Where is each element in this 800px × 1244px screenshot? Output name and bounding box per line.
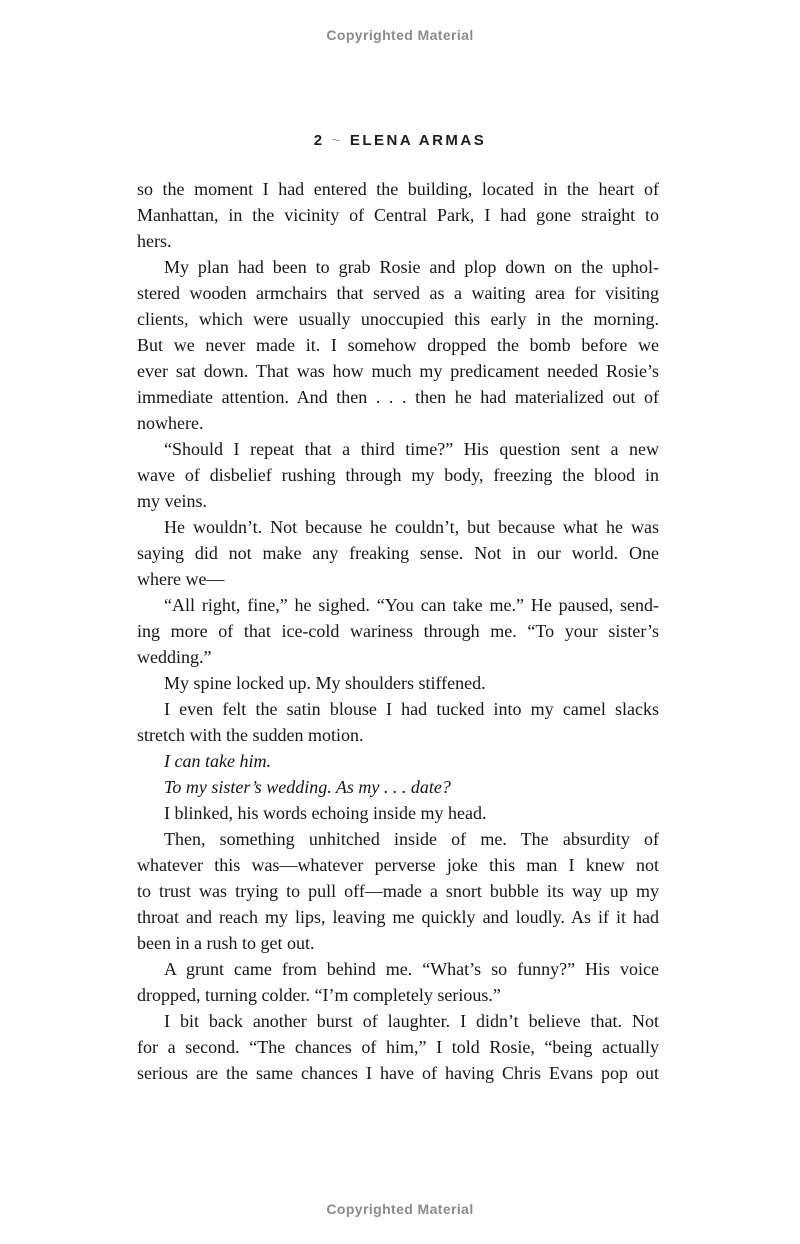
text-line: ever sat down. That was how much my predicament needed Rosie’s [137,361,659,381]
text-line: Manhattan, in the vicinity of Central Park, I had gone straight to [137,205,659,225]
text-line: wave of disbelief rushing through my body, freezing the blood in [137,465,659,485]
text-line: stretch with the sudden motion. [137,725,364,745]
text-line: He wouldn’t. Not because he couldn’t, but because what he was [164,517,659,537]
text-line: whatever this was—whatever perverse joke this man I knew not [137,855,659,875]
running-header [0,132,800,149]
text-line: stered wooden armchairs that served as a waiting area for visiting [137,283,659,303]
text-line: throat and reach my lips, leaving me quickly and loudly. As if it had [137,907,659,927]
text-line: immediate attention. And then . . . then he had materialized out of [137,387,659,407]
text-line: wedding.” [137,647,212,667]
text-line: But we never made it. I somehow dropped the bomb before we [137,335,659,355]
text-line: saying did not make any freaking sense. Not in our world. One [137,543,659,563]
text-line: serious are the same chances I have of having Chris Evans pop out [137,1063,659,1083]
text-line: clients, which were usually unoccupied this early in the morning. [137,309,659,329]
text-line: been in a rush to get out. [137,933,315,953]
text-line: for a second. “The chances of him,” I told Rosie, “being actually [137,1037,659,1057]
text-line: where we— [137,569,225,589]
text-line: I can take him. [164,751,271,771]
body-text [137,176,659,1086]
text-line: I blinked, his words echoing inside my head. [164,803,487,823]
text-line: I even felt the satin blouse I had tucked into my camel slacks [164,699,659,719]
text-line: My spine locked up. My shoulders stiffened. [164,673,486,693]
text-line: “Should I repeat that a third time?” His question sent a new [164,439,659,459]
text-line: nowhere. [137,413,204,433]
text-line: hers. [137,231,172,251]
text-line: to trust was trying to pull off—made a snort bubble its way up my [137,881,659,901]
text-line: my veins. [137,491,207,511]
copyright-notice-top: Copyrighted Material [326,27,474,43]
text-line: Then, something unhitched inside of me. The absurdity of [164,829,659,849]
text-line: “All right, fine,” he sighed. “You can take me.” He paused, send- [164,595,659,615]
author-name: ELENA ARMAS [349,132,487,149]
text-line: ing more of that ice-cold wariness through me. “To your sister’s [137,621,659,641]
text-line: To my sister’s wedding. As my . . . date? [164,777,451,797]
header-separator: ~ [331,132,343,149]
text-line: so the moment I had entered the building, located in the heart of [137,179,659,199]
text-line: I bit back another burst of laughter. I didn’t believe that. Not [164,1011,659,1031]
copyright-notice-bottom: Copyrighted Material [326,1201,474,1217]
text-line: dropped, turning colder. “I’m completely serious.” [137,985,501,1005]
text-line: My plan had been to grab Rosie and plop down on the uphol- [164,257,659,277]
text-line: A grunt came from behind me. “What’s so funny?” His voice [164,959,659,979]
page-number: 2 [313,132,325,149]
